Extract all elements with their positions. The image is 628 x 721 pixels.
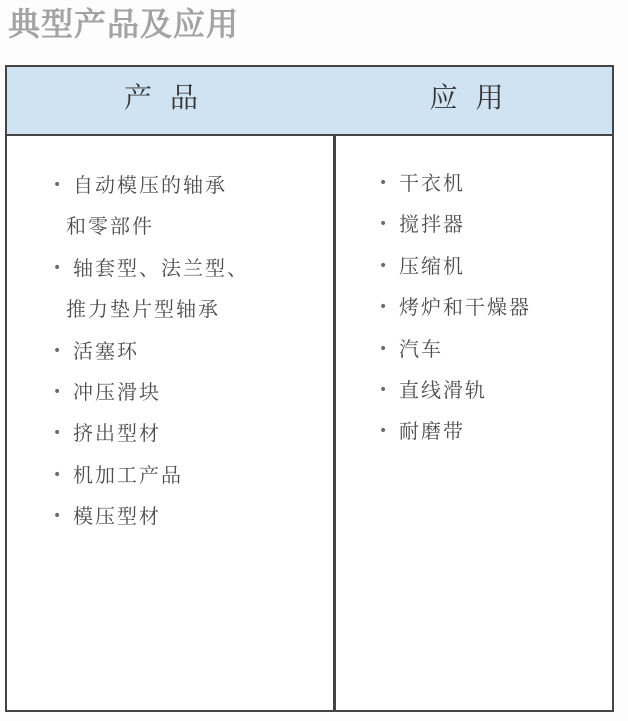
product-item-line: 活塞环 — [73, 338, 139, 363]
bullet-icon: • — [53, 384, 64, 401]
applications-column-header: 应用 — [429, 81, 522, 114]
application-item — [379, 370, 609, 411]
product-item-line: 轴套型、法兰型、 — [73, 255, 249, 280]
bullet-icon: • — [53, 466, 64, 483]
table-header-row — [7, 67, 612, 136]
application-item-label: 干衣机 — [399, 171, 465, 195]
product-item — [53, 372, 323, 413]
application-item — [379, 329, 609, 370]
bullet-icon: • — [379, 423, 390, 440]
bullet-icon: • — [379, 257, 390, 274]
product-item-line: 冲压滑块 — [73, 380, 161, 405]
application-item — [379, 411, 609, 452]
products-applications-table — [5, 65, 614, 712]
bullet-icon: • — [379, 216, 390, 233]
product-item — [53, 165, 323, 248]
product-item — [53, 413, 323, 454]
application-item — [379, 204, 609, 245]
bullet-icon: • — [53, 425, 64, 442]
product-item-line: 自动模压的轴承 — [73, 173, 227, 197]
application-item-label: 压缩机 — [399, 253, 465, 278]
product-item-line: 推力垫片型轴承 — [66, 297, 220, 322]
application-item — [379, 287, 609, 328]
product-item — [53, 331, 323, 372]
application-item — [379, 163, 609, 204]
application-item-label: 汽车 — [399, 336, 443, 361]
product-item — [53, 248, 323, 331]
bullet-icon: • — [379, 175, 390, 191]
bullet-icon: • — [379, 340, 390, 357]
products-column-header: 产品 — [123, 81, 216, 114]
page-title: 典型产品及应用 — [8, 5, 240, 43]
application-item-label: 耐磨带 — [399, 419, 465, 444]
application-item — [379, 246, 609, 287]
applications-list — [379, 136, 609, 453]
bullet-icon: • — [53, 508, 64, 525]
application-item-label: 烤炉和干燥器 — [399, 295, 531, 320]
bullet-icon: • — [53, 342, 64, 359]
products-list — [53, 136, 323, 538]
product-item-line: 机加工产品 — [73, 462, 183, 487]
application-item-label: 搅拌器 — [399, 212, 465, 237]
product-item-line: 和零部件 — [66, 214, 154, 239]
product-item-line: 挤出型材 — [73, 421, 161, 446]
bullet-icon: • — [379, 382, 390, 399]
product-item-line: 模压型材 — [73, 504, 161, 529]
bullet-icon: • — [379, 299, 390, 316]
product-item — [53, 455, 323, 496]
column-divider — [333, 136, 336, 712]
bullet-icon: • — [53, 259, 64, 276]
application-item-label: 直线滑轨 — [399, 378, 487, 403]
bullet-icon: • — [53, 177, 64, 193]
product-item — [53, 496, 323, 537]
